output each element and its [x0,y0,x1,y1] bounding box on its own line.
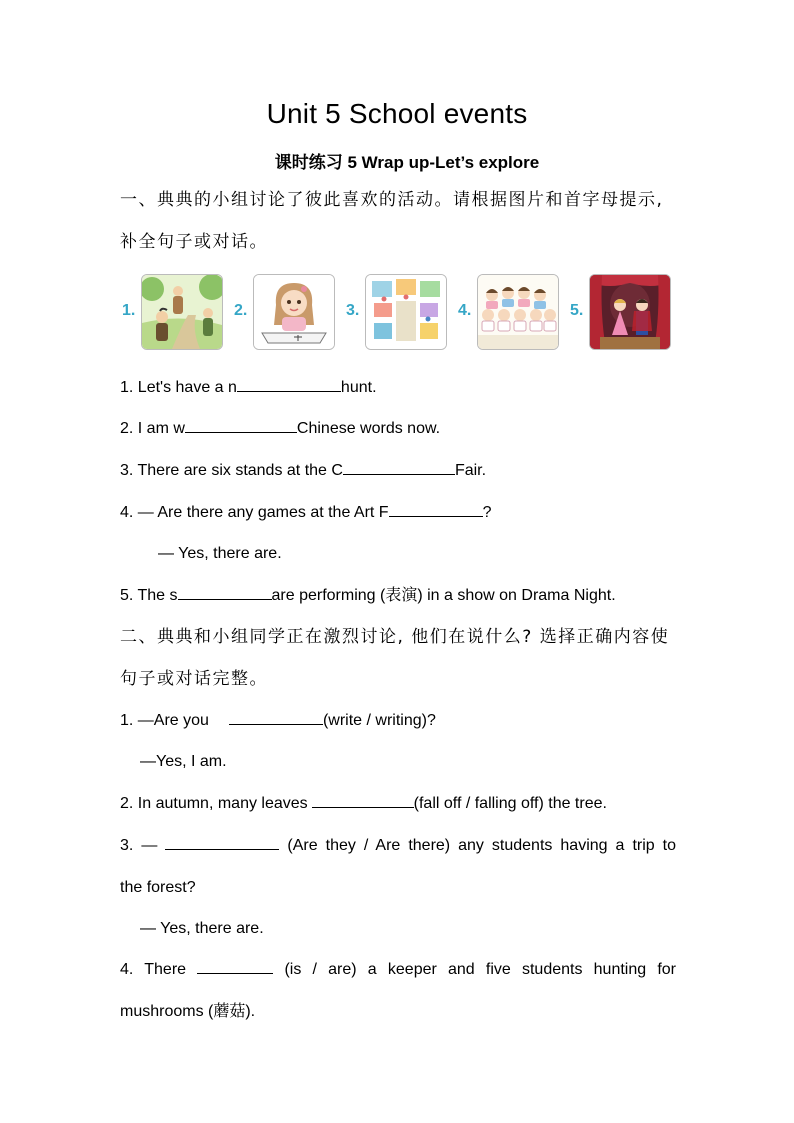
s2-q3-prefix: 3. — [120,837,158,854]
s1-question-3 [120,460,676,482]
s2-question-4 [120,959,676,981]
s2-q2-suffix: (fall off / falling off) the tree. [413,795,607,812]
picture-number: 2. [234,302,248,319]
s1-q3-suffix: Fair. [454,462,487,479]
s1-q4-suffix: ? [482,504,492,521]
s2-answer-1: —Yes, I am. [140,753,227,770]
s1-question-4 [120,502,676,524]
s2-q4-prefix: 4. There [120,961,187,978]
s2-question-3 [120,835,676,857]
s2-q2-blank[interactable] [312,793,414,808]
s1-q2-suffix: Chinese words now. [296,420,441,437]
s2-question-2 [120,793,676,815]
stage-show-picture [589,274,671,350]
s1-question-2 [120,418,676,440]
picture-row [120,274,680,350]
s1-q5-blank[interactable] [178,585,272,600]
s1-q1-blank[interactable] [237,377,341,392]
picture-number: 4. [458,302,472,319]
s2-q4-blank[interactable] [197,959,273,974]
worksheet-title: Unit 5 School events [266,98,528,129]
section1-instruction-line1: 一、典典的小组讨论了彼此喜欢的活动。请根据图片和首字母提示, [120,190,664,210]
s2-q2-prefix: 2. In autumn, many leaves [120,795,308,812]
girl-writing-picture [253,274,335,350]
picture-number: 5. [570,302,584,319]
s2-q1-blank[interactable] [229,710,323,725]
picnic-hunt-picture [141,274,223,350]
s1-q5-suffix: are performing (表演) in a show on Drama Night. [271,587,616,604]
s2-q1-suffix: (write / writing)? [322,712,436,729]
stands-fair-picture [365,274,447,350]
lesson-subtitle: 课时练习 5 Wrap up-Let’s explore [274,153,540,172]
section2-instruction-line1: 二、典典和小组同学正在激烈讨论, 他们在说什么? 选择正确内容使 [120,627,670,647]
s1-question-1 [120,377,676,399]
s1-question-5 [120,585,676,607]
s2-answer-3: — Yes, there are. [140,920,264,937]
s2-q1-prefix: 1. —Are you [120,712,209,729]
s2-question-4-continued: mushrooms (蘑菇). [120,1003,256,1020]
s1-q1-prefix: 1. Let's have a n [120,379,237,396]
s2-question-3-continued: the forest? [120,879,196,896]
s1-answer-4: — Yes, there are. [158,545,282,562]
s1-q1-suffix: hunt. [340,379,377,396]
s1-q4-blank[interactable] [389,502,483,517]
s2-question-1 [120,710,676,732]
children-group-picture [477,274,559,350]
s1-q2-prefix: 2. I am w [120,420,185,437]
s2-q3-blank[interactable] [165,835,279,850]
s2-q4-suffix: (is / are) a keeper and five students hunting for [284,961,677,978]
s1-q3-prefix: 3. There are six stands at the C [120,462,343,479]
s2-q3-suffix: (Are they / Are there) any students having a trip to [287,837,677,854]
section2-instruction-line2: 句子或对话完整。 [120,669,268,689]
picture-number: 1. [122,302,136,319]
s1-q3-blank[interactable] [343,460,455,475]
section1-instruction-line2: 补全句子或对话。 [120,232,268,252]
s1-q4-prefix: 4. — Are there any games at the Art F [120,504,389,521]
s1-q5-prefix: 5. The s [120,587,178,604]
s1-q2-blank[interactable] [185,418,297,433]
picture-number: 3. [346,302,360,319]
